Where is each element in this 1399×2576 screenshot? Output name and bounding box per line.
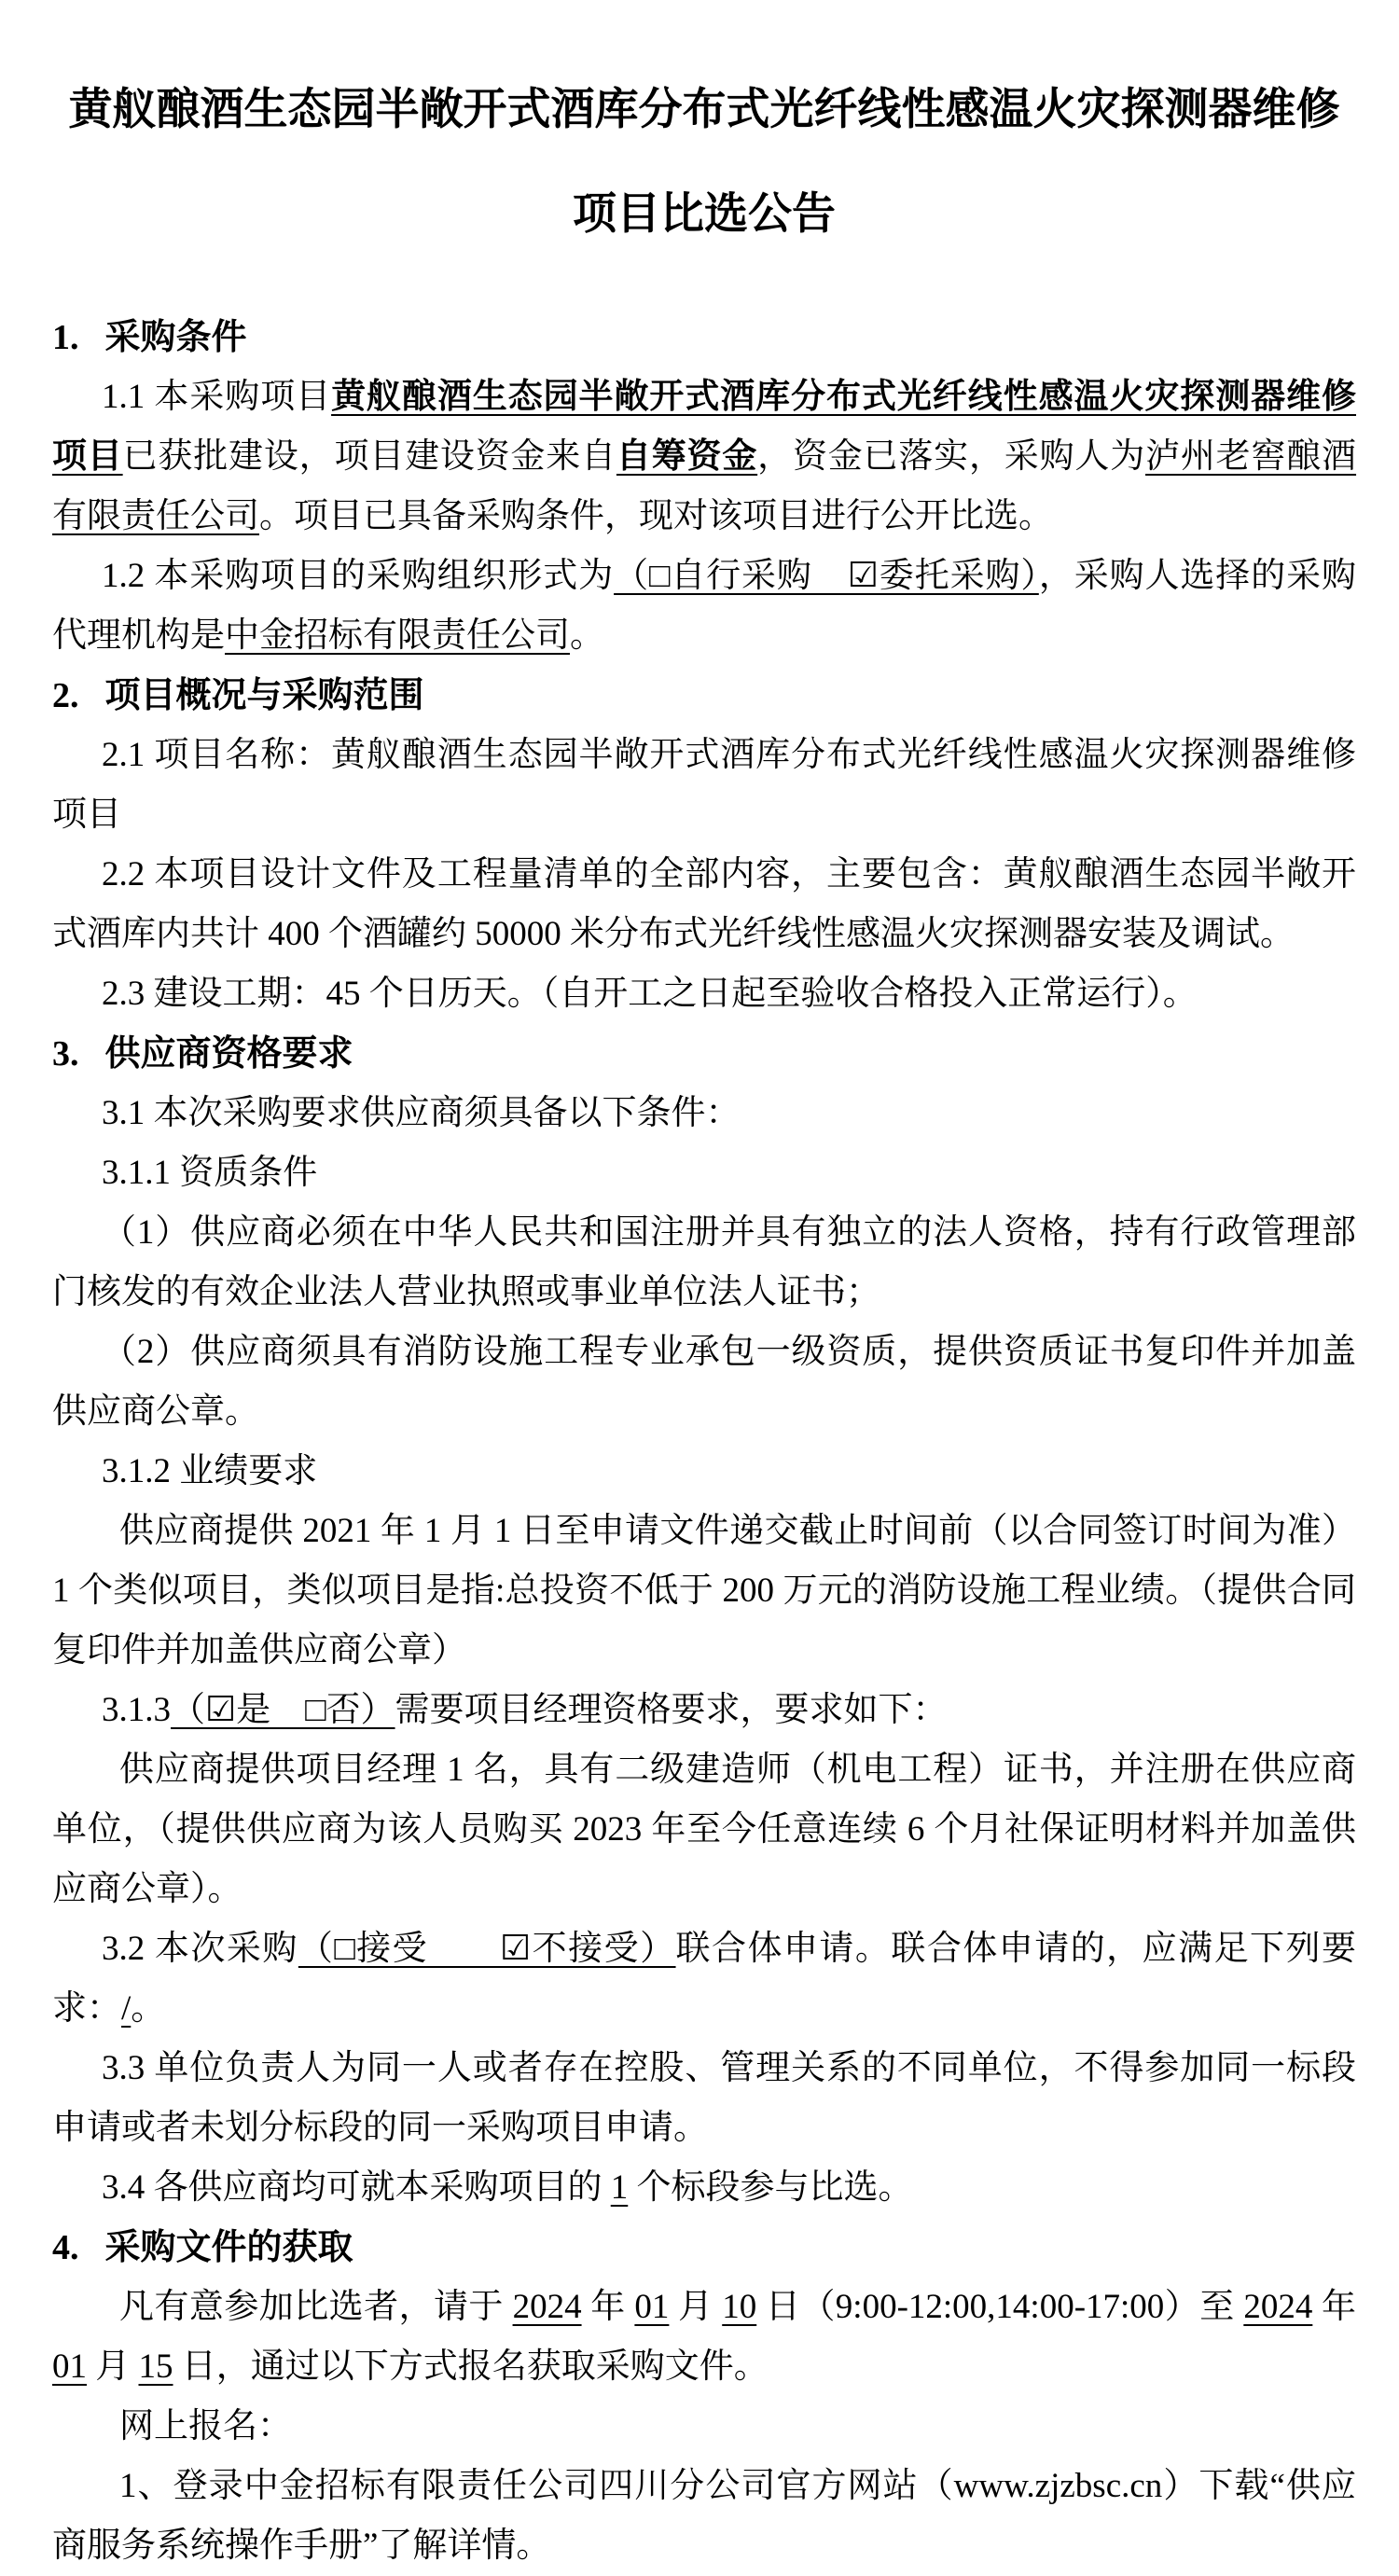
text-segment: 。项目已具备采购条件，现对该项目进行公开比选。: [259, 497, 1053, 535]
consortium-checkbox-group: （□接受 ☑不接受）: [298, 1930, 676, 1968]
para-3-1-2: 3.1.2 业绩要求: [102, 1452, 318, 1490]
section-1-number: 1.: [52, 318, 79, 357]
section-4-title: 采购文件的获取: [104, 2228, 353, 2267]
text-segment: ，资金已落实，采购人为: [757, 437, 1146, 476]
section-2-heading: [52, 666, 1356, 726]
para-1-1: [52, 367, 1356, 547]
lot-count-underlined: 1: [610, 2168, 629, 2207]
start-year-underlined: 2024: [512, 2288, 582, 2326]
text-segment: 。: [131, 1989, 166, 2028]
agency-name-underlined: 中金招标有限责任公司: [225, 616, 570, 655]
para-3-1: 3.1 本次采购要求供应商须具备以下条件：: [102, 1094, 741, 1132]
para-registration-period: [52, 2278, 1356, 2397]
para-2-1: 2.1 项目名称：黄舣酿酒生态园半敞开式酒库分布式光纤线性感温火灾探测器维修项目: [52, 736, 1356, 834]
section-3-number: 3.: [52, 1034, 79, 1073]
slash-placeholder-underlined: /: [121, 1989, 132, 2028]
text-segment: 联合体申请。联合体申请的，应满足下列要求：: [52, 1930, 1356, 2028]
para-3-4: [52, 2158, 1356, 2218]
para-1-2: [52, 547, 1356, 666]
text-segment: 凡有意参加比选者，请于: [119, 2288, 513, 2326]
text-segment: 。: [570, 616, 604, 655]
end-day-underlined: 15: [138, 2347, 173, 2386]
para-registration-step-1: 1、登录中金招标有限责任公司四川分公司官方网站（www.zjzbsc.cn）下载“供应商服务系统操作手册”了解详情。: [52, 2467, 1356, 2565]
start-day-underlined: 10: [722, 2288, 757, 2326]
para-3-1-3: [52, 1681, 1356, 1740]
pm-required-checkbox-group: （☑是 □否）: [171, 1691, 395, 1729]
document-title: [52, 58, 1356, 267]
section-1-heading: [52, 308, 1356, 367]
text-segment: 已获批建设，项目建设资金来自: [122, 437, 616, 476]
purchaser-name-underlined: 泸州老窖酿酒有限责任公司: [52, 437, 1357, 535]
para-3-3: 3.3 单位负责人为同一人或者存在控股、管理关系的不同单位，不得参加同一标段申请或者未划分标段的同一采购项目申请。: [52, 2049, 1356, 2147]
para-online-registration-label: 网上报名：: [119, 2407, 292, 2445]
text-segment: 月: [87, 2347, 139, 2386]
para-2-2: 2.2 本项目设计文件及工程量清单的全部内容，主要包含：黄舣酿酒生态园半敞开式酒库内共计 400 个酒罐约 50000 米分布式光纤线性感温火灾探测器安装及调试。: [52, 855, 1356, 953]
document-title-line1: 黄舣酿酒生态园半敞开式酒库分布式光纤线性感温火灾探测器维修: [68, 86, 1340, 134]
section-2-title: 项目概况与采购范围: [104, 676, 424, 715]
project-name-emphasis: 黄舣酿酒生态园半敞开式酒库分布式光纤线性感温火灾探测器维修项目: [52, 378, 1357, 476]
section-3-heading: [52, 1024, 1356, 1084]
text-segment: 年: [1312, 2288, 1357, 2326]
text-segment: 1.2 本采购项目的采购组织形式为: [102, 557, 615, 595]
section-3-title: 供应商资格要求: [104, 1034, 353, 1073]
para-qualification-1: （1）供应商必须在中华人民共和国注册并具有独立的法人资格，持有行政管理部门核发的有效企业法人营业执照或事业单位法人证书；: [52, 1213, 1356, 1311]
text-segment: 需要项目经理资格要求，要求如下：: [395, 1691, 948, 1729]
section-2-number: 2.: [52, 676, 79, 715]
text-segment: 1.1 本采购项目: [102, 378, 332, 416]
text-segment: ，采购人选择的采购代理机构是: [52, 557, 1357, 655]
text-segment: 月: [669, 2288, 723, 2326]
para-performance-requirement: 供应商提供 2021 年 1 月 1 日至申请文件递交截止时间前（以合同签订时间为准）1 个类似项目，类似项目是指:总投资不低于 200 万元的消防设施工程业绩。（提供合同复印件并加盖供应商公章）: [52, 1512, 1356, 1669]
end-month-underlined: 01: [52, 2347, 87, 2386]
para-qualification-2: （2）供应商须具有消防设施工程专业承包一级资质，提供资质证书复印件并加盖供应商公章。: [52, 1333, 1356, 1431]
text-segment: 个标段参与比选。: [628, 2168, 913, 2207]
section-4-heading: [52, 2218, 1356, 2278]
funding-source-emphasis: 自筹资金: [616, 437, 758, 476]
text-segment: 日，通过以下方式报名获取采购文件。: [173, 2347, 769, 2386]
section-4-number: 4.: [52, 2228, 79, 2267]
para-3-1-1: 3.1.1 资质条件: [102, 1154, 318, 1192]
end-year-underlined: 2024: [1243, 2288, 1313, 2326]
text-segment: 日（9:00-12:00,14:00-17:00）至: [756, 2288, 1244, 2326]
document-body: [52, 308, 1356, 2576]
section-1-title: 采购条件: [104, 318, 247, 357]
document-title-line2: 项目比选公告: [573, 190, 836, 239]
para-project-manager-requirement: 供应商提供项目经理 1 名，具有二级建造师（机电工程）证书，并注册在供应商单位，（提供供应商为该人员购买 2023 年至今任意连续 6 个月社保证明材料并加盖供应商公章）。: [52, 1751, 1356, 1908]
text-segment: 3.4 各供应商均可就本采购项目的: [102, 2168, 611, 2207]
text-segment: 3.1.3: [102, 1691, 171, 1729]
text-segment: 年: [581, 2288, 635, 2326]
procurement-form-checkbox-group: （□自行采购 ☑委托采购）: [614, 557, 1039, 595]
para-3-2: [52, 1919, 1356, 2039]
start-month-underlined: 01: [634, 2288, 670, 2326]
para-2-3: 2.3 建设工期：45 个日历天。（自开工之日起至验收合格投入正常运行）。: [102, 975, 1198, 1013]
text-segment: 3.2 本次采购: [102, 1930, 298, 1968]
